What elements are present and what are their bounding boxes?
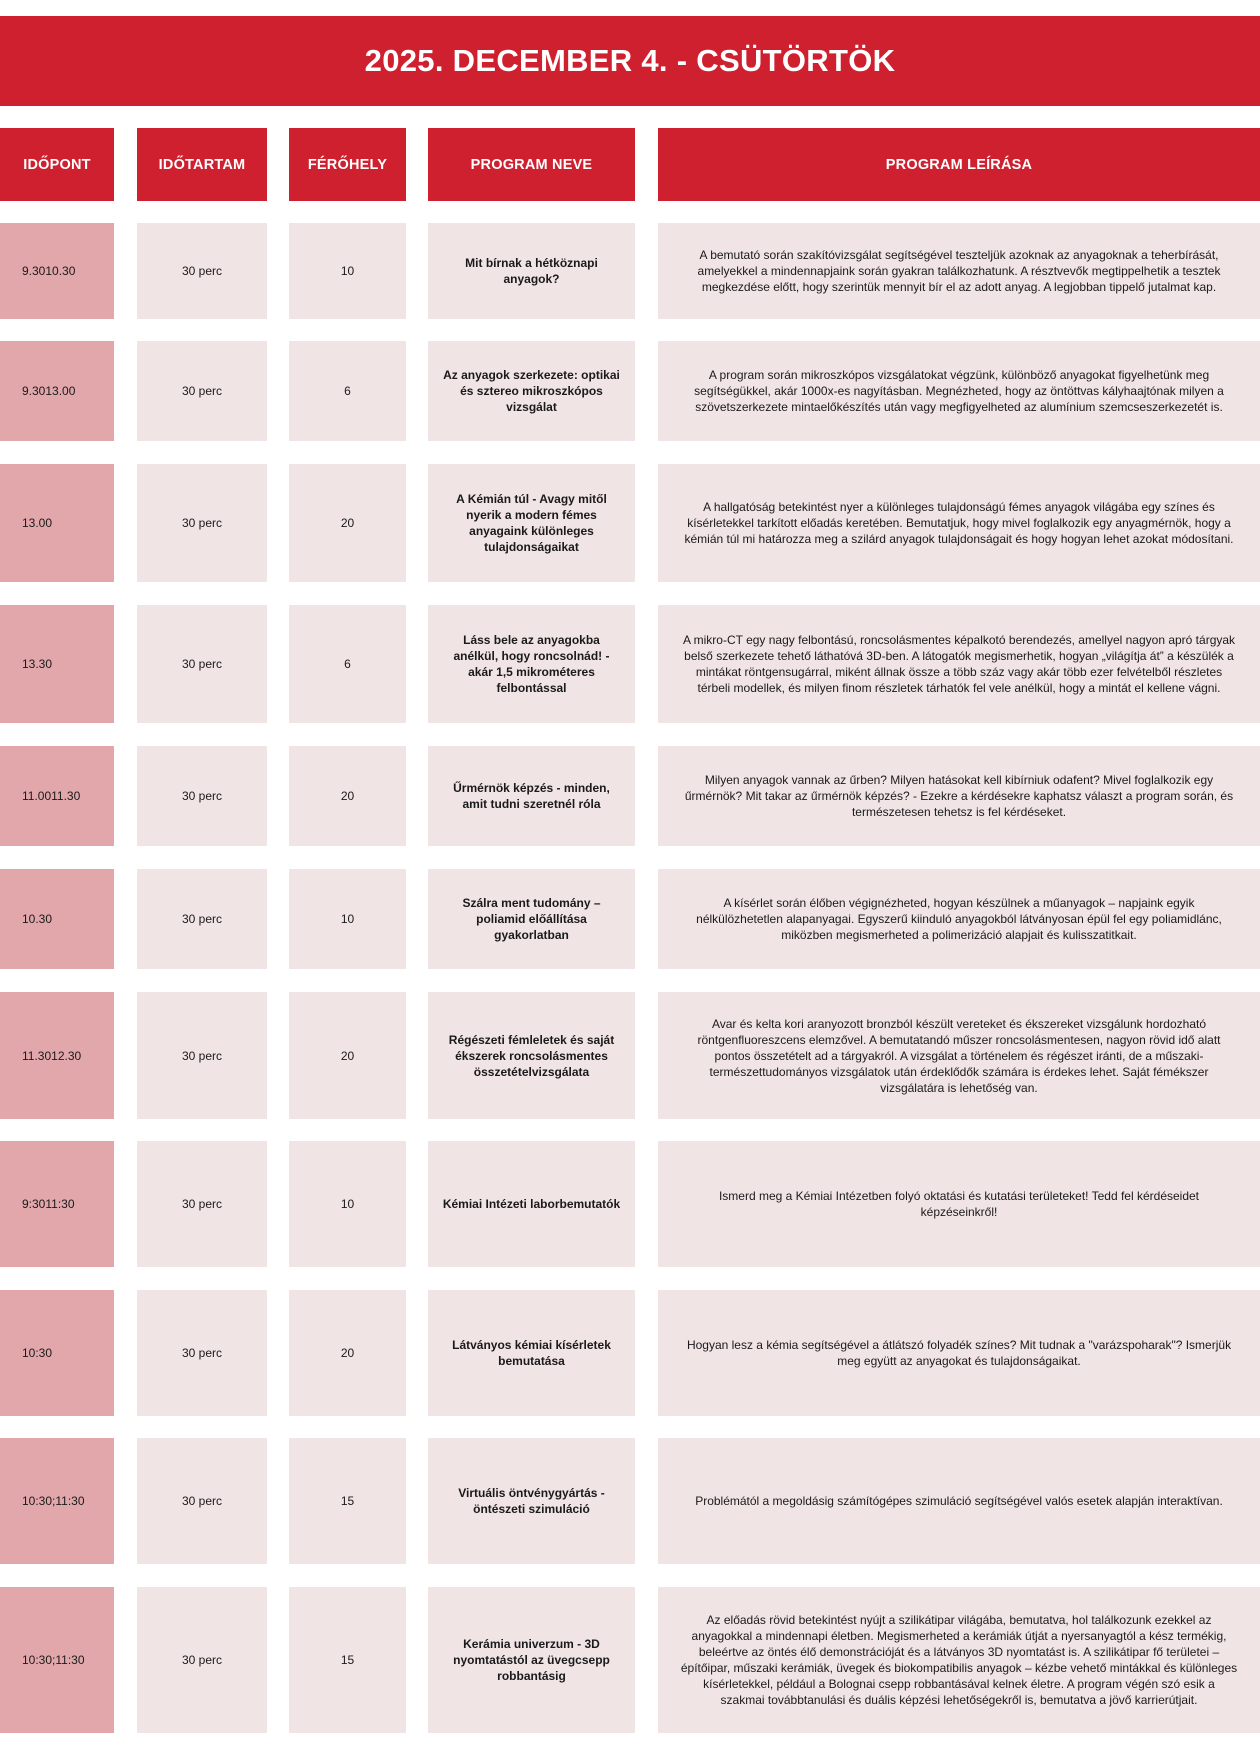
time-line: 10:30; bbox=[22, 1494, 56, 1508]
row-program-name: A Kémián túl - Avagy mitől nyerik a modern fémes anyagaink különleges tulajdonságaikat bbox=[428, 464, 635, 582]
time-line: 11.30 bbox=[22, 1048, 52, 1063]
row-time bbox=[0, 1290, 114, 1416]
row-duration: 30 perc bbox=[137, 746, 267, 846]
header-program-description: PROGRAM LEÍRÁSA bbox=[658, 128, 1260, 201]
row-capacity: 15 bbox=[289, 1438, 406, 1564]
time-line: 10:30 bbox=[22, 1346, 53, 1360]
row-duration: 30 perc bbox=[137, 1438, 267, 1564]
time-line: 11.00 bbox=[22, 789, 52, 803]
time-line: 13.00 bbox=[22, 516, 53, 530]
row-capacity: 15 bbox=[289, 1587, 406, 1733]
row-program-name: Kémiai Intézeti laborbemutatók bbox=[428, 1141, 635, 1267]
page-title: 2025. DECEMBER 4. - CSÜTÖRTÖK bbox=[0, 16, 1260, 106]
row-program-name: Látványos kémiai kísérletek bemutatása bbox=[428, 1290, 635, 1416]
time-line: 13.00 bbox=[45, 384, 76, 398]
row-time bbox=[0, 464, 114, 582]
row-program-name: Az anyagok szerkezete: optikai és sztereo mikroszkópos vizsgálat bbox=[428, 341, 635, 441]
time-line: 9.30 bbox=[22, 264, 46, 278]
row-capacity: 20 bbox=[289, 746, 406, 846]
row-time bbox=[0, 992, 114, 1119]
row-program-description: Problémától a megoldásig számítógépes szimuláció segítségével valós esetek alapján interaktívan. bbox=[658, 1438, 1260, 1564]
row-capacity: 10 bbox=[289, 223, 406, 319]
row-program-name: Mit bírnak a hétköznapi anyagok? bbox=[428, 223, 635, 319]
row-program-name: Űrmérnök képzés - minden, amit tudni szeretnél róla bbox=[428, 746, 635, 846]
row-duration: 30 perc bbox=[137, 605, 267, 723]
time-line: 11:30 bbox=[55, 1494, 85, 1508]
row-program-description: Milyen anyagok vannak az űrben? Milyen hatásokat kell kibírniuk odafent? Mivel foglalkozik egy űrmérnök? Mit takar az űrmérnök képzés? - Ezekre a kérdésekre kaphatsz választ a program során, és természetesen tehetsz is fel kérdéseket. bbox=[658, 746, 1260, 846]
row-duration: 30 perc bbox=[137, 223, 267, 319]
row-capacity: 20 bbox=[289, 992, 406, 1119]
row-time bbox=[0, 605, 114, 723]
row-program-description: Az előadás rövid betekintést nyújt a szilikátipar világába, bemutatva, hol találkozunk ezekkel az anyagokkal a mindennapi életben. Megismerheted a kerámiák útját a nyersanyagtól a kész termékig, beleértve az öntés élő demonstrációját és a látványos 3D nyomtatást is. A szilikátipar fő területei – építőipar, műszaki kerámiák, üvegek és biokompatibilis anyagok – kézbe vehető mintákkal és különleges kísérletekkel, például a Bolognai csepp robbantásával kelnek életre. A program végén szó esik a szakmai továbbtanulási és duális képzési lehetőségekről is, bemutatva a jövő karrierútjait. bbox=[658, 1587, 1260, 1733]
header-capacity: FÉRŐHELY bbox=[289, 128, 406, 201]
row-duration: 30 perc bbox=[137, 464, 267, 582]
header-program-name: PROGRAM NEVE bbox=[428, 128, 635, 201]
row-duration: 30 perc bbox=[137, 992, 267, 1119]
row-program-description: A program során mikroszkópos vizsgálatokat végzünk, különböző anyagokat figyelhetünk meg segítségükkel, akár 1000x-es nagyításban. Megnézheted, hogy az öntöttvas kályhaajtónak milyen a szövetszerkezete mintaelőkészítés után vagy megfigyelheted az alumínium szemcseszerkezetét is. bbox=[658, 341, 1260, 441]
row-capacity: 10 bbox=[289, 869, 406, 969]
row-time bbox=[0, 746, 114, 846]
row-duration: 30 perc bbox=[137, 869, 267, 969]
row-program-description: Ismerd meg a Kémiai Intézetben folyó oktatási és kutatási területeket! Tedd fel kérdéseidet képzéseinkről! bbox=[658, 1141, 1260, 1267]
row-duration: 30 perc bbox=[137, 1587, 267, 1733]
time-line: 9.30 bbox=[22, 384, 46, 398]
row-time bbox=[0, 1587, 114, 1733]
row-program-name: Kerámia univerzum - 3D nyomtatástól az üvegcsepp robbantásig bbox=[428, 1587, 635, 1733]
time-line: 9:30 bbox=[22, 1197, 46, 1211]
row-capacity: 20 bbox=[289, 464, 406, 582]
row-program-description: Avar és kelta kori aranyozott bronzból készült vereteket és ékszereket vizsgálunk hordozható röntgenfluoreszcens elemzővel. A bemutatandó műszer roncsolásmentesen, nagyon rövid idő alatt pontos összetételt ad a tárgyakról. A vizsgálat a történelem és régészet iránti, de a műszaki-természettudományos vizsgálatok után érdeklődők számára is érdekes lehet. Saját fémékszer vizsgálatára is lehetőség van. bbox=[658, 992, 1260, 1119]
time-line: 11.30 bbox=[51, 789, 81, 803]
row-program-name: Régészeti fémleletek és saját ékszerek roncsolásmentes összetételvizsgálata bbox=[428, 992, 635, 1119]
time-line: 10.30 bbox=[22, 912, 53, 926]
time-line: 13.30 bbox=[22, 657, 53, 671]
row-program-description: A kísérlet során élőben végignézheted, hogyan készülnek a műanyagok – napjaink egyik nélkülözhetetlen alapanyagai. Egyszerű kiinduló anyagokból látványosan épül fel egy poliamidlánc, miközben megismerheted a polimerizáció alapjait és kulisszatitkait. bbox=[658, 869, 1260, 969]
row-duration: 30 perc bbox=[137, 341, 267, 441]
row-program-description: A hallgatóság betekintést nyer a különleges tulajdonságú fémes anyagok világába egy színes és kísérletekkel tarkított előadás keretében. Bemutatjuk, hogy mivel foglalkozik egy anyagmérnök, hogy a kémián túl mi határozza meg a szilárd anyagok tulajdonságait és hogy hogyan lehet azokat módosítani. bbox=[658, 464, 1260, 582]
row-capacity: 10 bbox=[289, 1141, 406, 1267]
row-time bbox=[0, 1438, 114, 1564]
time-line: 11:30 bbox=[55, 1653, 85, 1667]
time-line: 10:30; bbox=[22, 1653, 56, 1667]
row-duration: 30 perc bbox=[137, 1141, 267, 1267]
header-time: IDŐPONT bbox=[0, 128, 114, 201]
row-program-name: Virtuális öntvénygyártás - öntészeti szimuláció bbox=[428, 1438, 635, 1564]
row-capacity: 20 bbox=[289, 1290, 406, 1416]
row-capacity: 6 bbox=[289, 605, 406, 723]
row-time bbox=[0, 1141, 114, 1267]
row-time bbox=[0, 223, 114, 319]
row-program-description: A bemutató során szakítóvizsgálat segítségével teszteljük azoknak az anyagoknak a teherbírását, amelyekkel a mindennapjaink során gyakran találkozhatunk. A résztvevők megtippelhetik a tesztek megkezdése előtt, hogy szerintük mennyit bír el az adott anyag. A legjobban tippelő jutalmat kap. bbox=[658, 223, 1260, 319]
row-capacity: 6 bbox=[289, 341, 406, 441]
row-time bbox=[0, 869, 114, 969]
row-duration: 30 perc bbox=[137, 1290, 267, 1416]
row-program-description: Hogyan lesz a kémia segítségével a átlátszó folyadék színes? Mit tudnak a "varázspoharak"? Ismerjük meg együtt az anyagokat és tulajdonságaikat. bbox=[658, 1290, 1260, 1416]
row-program-name: Szálra ment tudomány – poliamid előállítása gyakorlatban bbox=[428, 869, 635, 969]
time-line: 11:30 bbox=[45, 1197, 75, 1211]
header-duration: IDŐTARTAM bbox=[137, 128, 267, 201]
row-program-description: A mikro-CT egy nagy felbontású, roncsolásmentes képalkotó berendezés, amellyel nagyon apró tárgyak belső szerkezete tehető láthatóvá 3D-ben. A látogatók megismerhetik, hogyan „világítja át” a készülék a mintákat röntgensugárral, miként állnak össze a több száz vagy akár több ezer felvételből részletes térbeli modellek, és milyen finom részletek tárhatók fel vele anélkül, hogy a mintát el kellene vágni. bbox=[658, 605, 1260, 723]
time-line: 10.30 bbox=[45, 264, 76, 278]
row-time bbox=[0, 341, 114, 441]
row-program-name: Láss bele az anyagokba anélkül, hogy roncsolnád! - akár 1,5 mikrométeres felbontással bbox=[428, 605, 635, 723]
time-line: 12.30 bbox=[51, 1048, 82, 1063]
